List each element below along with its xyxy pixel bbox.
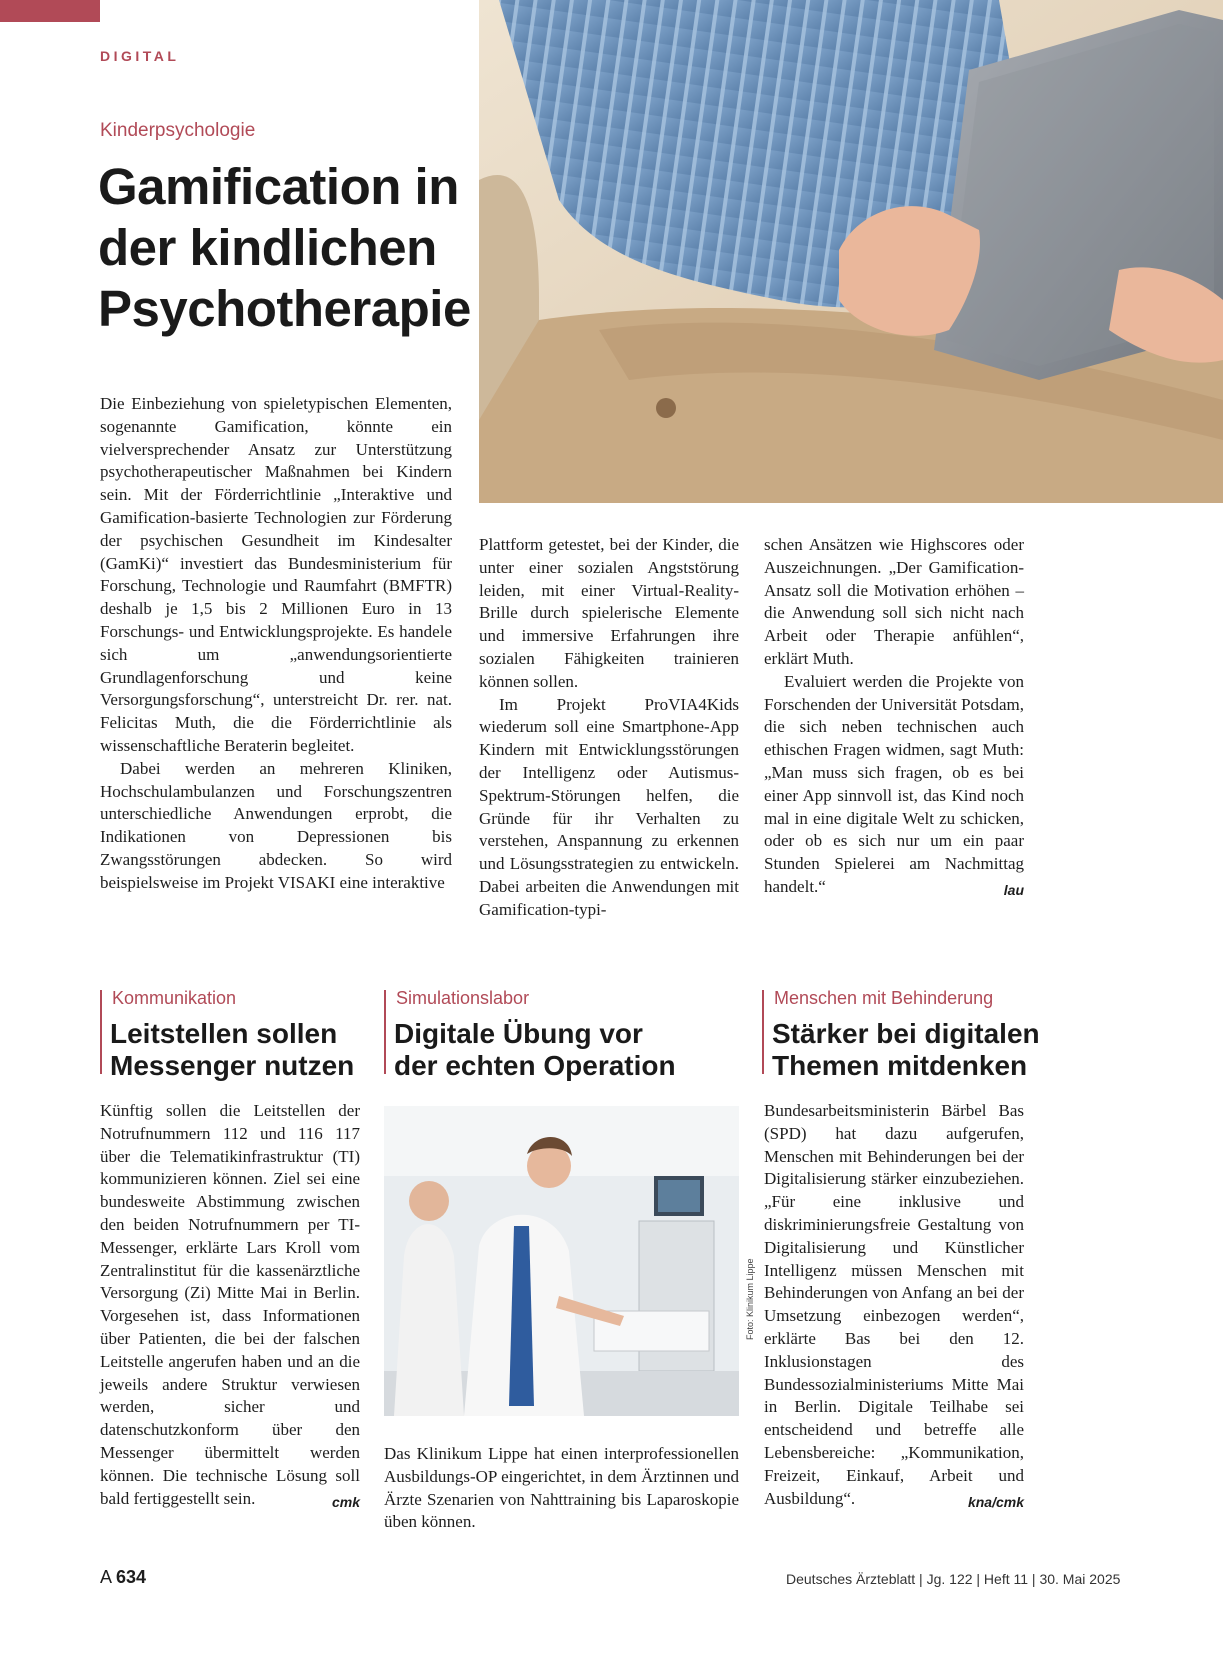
article1-body [100, 1100, 360, 1513]
article2-headline: Digitale Übung vor der echten Operation [394, 1018, 676, 1081]
simulation-lab-photo [384, 1106, 739, 1416]
main-column-1 [100, 393, 452, 895]
photo-credit: Foto: Klinikum Lippe [745, 1258, 755, 1340]
article3-body [764, 1100, 1024, 1513]
main-col1-paragraph: Die Einbeziehung von spieletypischen Elementen, sogenannte Gamification, könnte ein vielversprechender Ansatz zur Unterstützung psychotherapeutischer Maßnahmen bei Kindern sein. Mit der Förderrichtlinie „Interaktive und Gamification-basierte Technologien zur Förderung der psychischen Gesundheit im Kindesalter (GamKi)“ investiert das Bundesministerium für Forschung, Technologie und Raumfahrt (BMFTR) deshalb je 1,5 bis 2 Millionen Euro in 13 Forschungs- und Entwicklungsprojekte. Es handele sich um „anwendungsorientierte Grundlagenforschung und keine Versorgungsforschung“, unterstreicht Dr. rer. nat. Felicitas Muth, die die Förderrichtlinie als wissenschaftliche Beraterin begleitet. [100, 394, 452, 755]
main-col3-paragraph: schen Ansätzen wie Highscores oder Auszeichnungen. „Der Gamification-Ansatz soll die Motivation erhöhen – die Anwendung soll sich nicht nach Arbeit oder Therapie anfühlen“, erklärt Muth. [764, 535, 1024, 668]
article2-text: Das Klinikum Lippe hat einen interprofessionellen Ausbildungs-OP eingerichtet, in dem Ärztinnen und Ärzte Szenarien von Nahttraining bis Laparoskopie üben können. [384, 1444, 739, 1532]
article3-headline: Stärker bei digitalen Themen mitdenken [772, 1018, 1040, 1081]
journal-info: Deutsches Ärzteblatt | Jg. 122 | Heft 11 | 30. Mai 2025 [786, 1571, 1121, 1587]
main-col2-paragraph: Im Projekt ProVIA4Kids wiederum soll eine Smartphone-App Kindern mit Entwicklungsstörungen der Intelligenz oder Autismus-Spektrum-Störungen helfen, die Gründe für ihr Verhalten zu verstehen, Anspannung zu erkennen und Lösungsstrategien zu entwickeln. Dabei arbeiten die Anwendungen mit Gamification-typi- [479, 694, 739, 919]
article2-caption [384, 1443, 739, 1534]
page-number-value: 634 [116, 1567, 147, 1587]
article1-accent-rule [100, 990, 102, 1074]
article2-accent-rule [384, 990, 386, 1074]
article1-headline: Leitstellen sollen Messenger nutzen [110, 1018, 355, 1081]
page-number [100, 1567, 146, 1588]
main-column-2 [479, 534, 739, 922]
article3-signature: kna/cmk [967, 1493, 1024, 1510]
article1-signature: cmk [331, 1493, 360, 1510]
main-kicker: Kinderpsychologie [100, 120, 256, 141]
article1-kicker: Kommunikation [112, 988, 237, 1008]
main-column-3 [764, 534, 1024, 902]
article1-text: Künftig sollen die Leitstellen der Notrufnummern 112 und 116 117 über die Telematikinfrastruktur (TI) kommunizieren können. Ziel sei eine bundesweite Abstimmung zwischen den beiden Notrufnummern per TI-Messenger, erklärte Lars Kroll vom Zentralinstitut für die kassenärztliche Versorgung (Zi) Mitte Mai in Berlin. Vorgesehen ist, dass Informationen über Patienten, die bei der falschen Leitstelle angerufen haben und an die jeweils andere Struktur verwiesen werden, sicher und datenschutzkonform über den Messenger übermittelt werden können. Die technische Lösung soll bald fertiggestellt sein. [100, 1101, 360, 1508]
main-col3-paragraph [764, 671, 1024, 899]
article3-kicker: Menschen mit Behinderung [774, 988, 994, 1008]
main-signature: lau [1003, 881, 1024, 898]
page-prefix: A [100, 1567, 112, 1587]
article3-accent-rule [762, 990, 764, 1074]
main-headline: Gamification in der kindlichen Psychotherapie [98, 158, 471, 337]
main-col2-paragraph: Plattform getestet, bei der Kinder, die unter einer sozialen Angststörung leiden, mit einer Virtual-Reality-Brille durch spielerische Elemente und immersive Erfahrungen ihre sozialen Fähigkeiten trainieren können sollen. [479, 535, 739, 691]
main-col3-text: Evaluiert werden die Projekte von Forschenden der Universität Potsdam, die sich neben technischen auch ethischen Fragen widmen, sagt Muth: „Man muss sich fragen, ob es bei einer App sinnvoll ist, das Kind noch mal in eine digitale Welt zu schicken, oder ob es sich nur um ein paar Stunden Spielerei am Nachmittag handelt.“ [764, 671, 1024, 896]
main-col1-paragraph: Dabei werden an mehreren Kliniken, Hochschulambulanzen und Forschungszentren unterschiedliche Anwendungen erprobt, die Indikationen von Depressionen bis Zwangsstörungen abdecken. So wird beispielsweise im Projekt VISAKI eine interaktive [100, 758, 452, 892]
article2-kicker: Simulationslabor [396, 988, 530, 1008]
section-label: DIGITAL [100, 48, 180, 64]
hero-photo-child-tablet [479, 0, 1223, 503]
header-accent-bar [0, 0, 100, 22]
article3-text: Bundesarbeitsministerin Bärbel Bas (SPD) hat dazu aufgerufen, Menschen mit Behinderungen bei der Digitalisierung stärker einzubeziehen. „Für eine inklusive und diskriminierungsfreie Gestaltung von Digitalisierung und Künstlicher Intelligenz müssen Menschen mit Behinderungen von Anfang an bei der Umsetzung einbezogen werden“, erklärte Bas bei den 12. Inklusionstagen des Bundessozialministeriums Mitte Mai in Berlin. Digitale Teilhabe sei entscheidend und betreffe alle Lebensbereiche: „Kommunikation, Freizeit, Einkauf, Arbeit und Ausbildung“. [764, 1101, 1024, 1508]
